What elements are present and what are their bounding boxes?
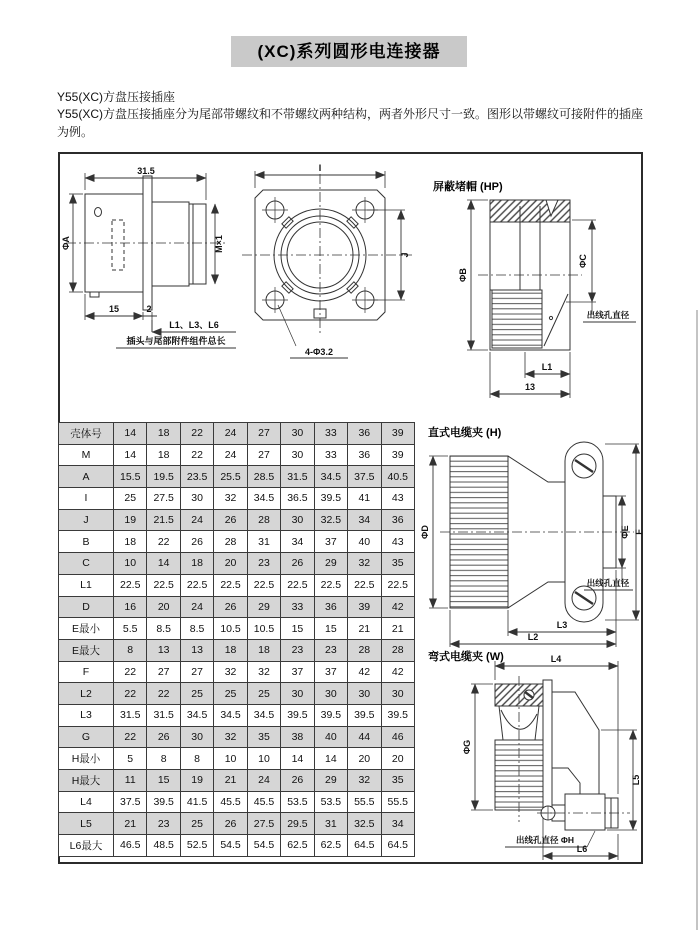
table-cell: 37 <box>281 661 314 683</box>
table-cell: 15.5 <box>114 466 147 488</box>
table-cell: 32.5 <box>314 509 347 531</box>
table-cell: 36 <box>348 444 381 466</box>
table-cell: 18 <box>214 639 247 661</box>
row-label: M <box>59 444 114 466</box>
row-label: F <box>59 661 114 683</box>
dimension-table <box>58 422 415 857</box>
straight-clamp-drawing <box>420 436 645 648</box>
side-view-outline <box>66 176 228 310</box>
table-cell: 21 <box>214 770 247 792</box>
table-row <box>59 748 415 770</box>
table-cell: 34 <box>348 509 381 531</box>
front-view-outline <box>242 174 412 334</box>
table-row <box>59 553 415 575</box>
table-cell: 26 <box>214 596 247 618</box>
table-cell: 41.5 <box>180 791 213 813</box>
table-cell: 28 <box>247 509 280 531</box>
table-cell: 20 <box>381 748 415 770</box>
dimension-table-body <box>59 423 415 857</box>
table-row <box>59 596 415 618</box>
dim-label-f: F <box>634 529 644 535</box>
table-cell: 38 <box>281 726 314 748</box>
table-cell: 44 <box>348 726 381 748</box>
dim-label-phi-a: ΦA <box>61 236 71 250</box>
table-cell: 15 <box>314 618 347 640</box>
table-cell: 25 <box>180 683 213 705</box>
dim-label-i: I <box>318 163 322 173</box>
table-cell: 25 <box>180 813 213 835</box>
table-cell: 30 <box>314 683 347 705</box>
row-label: H最小 <box>59 748 114 770</box>
row-label: B <box>59 531 114 553</box>
table-cell: 42 <box>381 661 415 683</box>
table-cell: 22 <box>114 661 147 683</box>
table-row <box>59 661 415 683</box>
product-description: Y55(XC)方盘压接插座分为尾部带螺纹和不带螺纹两种结构，两者外形尺寸一致。图形以带螺纹可接附件的插座为例。 <box>57 107 644 139</box>
row-label: G <box>59 726 114 748</box>
table-cell: 22 <box>114 726 147 748</box>
table-cell: 22.5 <box>314 574 347 596</box>
table-cell: 40 <box>348 531 381 553</box>
table-cell: 64.5 <box>348 835 381 857</box>
table-cell: 25.5 <box>214 466 247 488</box>
table-cell: 22.5 <box>147 574 180 596</box>
table-cell: 43 <box>381 531 415 553</box>
table-cell: 19 <box>114 509 147 531</box>
table-cell: 22 <box>114 683 147 705</box>
dim-label-15: 15 <box>108 304 120 314</box>
dim-label-13: 13 <box>524 382 536 392</box>
note-total-length-label: 插头与尾部附件组件总长 <box>126 336 226 346</box>
table-cell: 8 <box>114 639 147 661</box>
angle-clamp-label: 弯式电缆夹 (W) <box>428 651 504 663</box>
table-cell: 10 <box>247 748 280 770</box>
table-cell: 33 <box>314 444 347 466</box>
table-cell: 28.5 <box>247 466 280 488</box>
table-cell: 21 <box>114 813 147 835</box>
table-cell: 34.5 <box>247 704 280 726</box>
table-cell: 22.5 <box>114 574 147 596</box>
table-cell: 10 <box>214 748 247 770</box>
table-cell: 30 <box>281 683 314 705</box>
table-cell: 24 <box>180 509 213 531</box>
table-cell: 20 <box>214 553 247 575</box>
table-row <box>59 488 415 510</box>
table-cell: 30 <box>281 444 314 466</box>
table-row <box>59 618 415 640</box>
table-cell: 26 <box>281 770 314 792</box>
dim-label-l4: L4 <box>550 654 562 664</box>
table-cell: 42 <box>381 596 415 618</box>
table-cell: 55.5 <box>381 791 415 813</box>
table-cell: 14 <box>114 423 147 445</box>
note-dims-label: L1、L3、L6 <box>169 320 219 330</box>
table-cell: 23.5 <box>180 466 213 488</box>
table-cell: 14 <box>114 444 147 466</box>
row-label: H最大 <box>59 770 114 792</box>
table-cell: 26 <box>147 726 180 748</box>
table-cell: 37 <box>314 531 347 553</box>
table-cell: 53.5 <box>281 791 314 813</box>
table-cell: 34.5 <box>214 704 247 726</box>
table-cell: 29 <box>314 770 347 792</box>
table-cell: 10.5 <box>214 618 247 640</box>
table-cell: 39.5 <box>348 704 381 726</box>
table-cell: 34 <box>381 813 415 835</box>
table-cell: 5 <box>114 748 147 770</box>
table-cell: 22 <box>147 531 180 553</box>
table-cell: 46 <box>381 726 415 748</box>
shield-cap-drawing <box>430 190 645 405</box>
shield-cap-outline <box>478 200 582 350</box>
table-cell: 8 <box>180 748 213 770</box>
product-subtitle: Y55(XC)方盘压接插座 <box>57 90 176 104</box>
table-cell: 19.5 <box>147 466 180 488</box>
table-row <box>59 531 415 553</box>
table-cell: 31.5 <box>147 704 180 726</box>
table-cell: 30 <box>180 488 213 510</box>
table-cell: 18 <box>114 531 147 553</box>
table-cell: 29.5 <box>281 813 314 835</box>
table-row <box>59 444 415 466</box>
table-cell: 31.5 <box>114 704 147 726</box>
table-row <box>59 574 415 596</box>
table-cell: 14 <box>147 553 180 575</box>
dim-label-l6: L6 <box>576 844 588 854</box>
table-row <box>59 813 415 835</box>
table-cell: 25 <box>214 683 247 705</box>
table-cell: 8.5 <box>180 618 213 640</box>
page-title: (XC)系列圆形电连接器 <box>231 36 467 67</box>
table-cell: 22 <box>180 423 213 445</box>
table-cell: 33 <box>281 596 314 618</box>
table-cell: 27.5 <box>247 813 280 835</box>
table-cell: 54.5 <box>214 835 247 857</box>
table-cell: 19 <box>180 770 213 792</box>
row-label: L3 <box>59 704 114 726</box>
table-cell: 34.5 <box>247 488 280 510</box>
table-cell: 20 <box>348 748 381 770</box>
table-cell: 62.5 <box>314 835 347 857</box>
table-cell: 27 <box>247 423 280 445</box>
front-view-drawing <box>240 162 415 367</box>
row-label: L4 <box>59 791 114 813</box>
table-cell: 48.5 <box>147 835 180 857</box>
table-cell: 34 <box>281 531 314 553</box>
table-cell: 13 <box>180 639 213 661</box>
table-cell: 27 <box>147 661 180 683</box>
table-cell: 15 <box>147 770 180 792</box>
table-cell: 22 <box>147 683 180 705</box>
row-label: 壳体号 <box>59 423 114 445</box>
table-cell: 32 <box>214 726 247 748</box>
scan-edge-shadow <box>696 310 698 930</box>
table-cell: 23 <box>281 639 314 661</box>
dim-label-phi-g: ΦG <box>462 739 472 755</box>
table-cell: 45.5 <box>247 791 280 813</box>
table-cell: 36 <box>381 509 415 531</box>
dim-label-phi-b: ΦB <box>458 268 468 282</box>
table-cell: 27 <box>247 444 280 466</box>
angle-clamp-outline <box>495 676 630 830</box>
table-row <box>59 683 415 705</box>
dim-label-phi-c: ΦC <box>578 254 588 268</box>
side-view-dimensions <box>61 166 236 348</box>
outlet-note-label: 出线孔直径 ΦH <box>516 835 574 845</box>
table-cell: 26 <box>180 531 213 553</box>
table-cell: 26 <box>281 553 314 575</box>
table-cell: 35 <box>381 553 415 575</box>
table-cell: 22 <box>180 444 213 466</box>
row-label: A <box>59 466 114 488</box>
table-cell: 32 <box>348 553 381 575</box>
table-cell: 31 <box>247 531 280 553</box>
dim-label-l1: L1 <box>541 362 553 372</box>
dim-label-thread: M×1 <box>214 235 224 253</box>
table-cell: 39 <box>381 444 415 466</box>
angle-clamp-drawing <box>425 652 655 864</box>
table-cell: 5.5 <box>114 618 147 640</box>
table-cell: 18 <box>180 553 213 575</box>
table-cell: 24 <box>214 444 247 466</box>
table-cell: 25 <box>114 488 147 510</box>
table-row <box>59 704 415 726</box>
table-cell: 22.5 <box>348 574 381 596</box>
table-cell: 37.5 <box>114 791 147 813</box>
table-cell: 40.5 <box>381 466 415 488</box>
outlet-note-label: 出线孔直径 <box>586 310 630 320</box>
table-cell: 55.5 <box>348 791 381 813</box>
table-row <box>59 509 415 531</box>
row-label: E最大 <box>59 639 114 661</box>
table-row <box>59 466 415 488</box>
row-label: C <box>59 553 114 575</box>
table-row <box>59 726 415 748</box>
table-cell: 13 <box>147 639 180 661</box>
dim-label-phi-e: ΦE <box>620 525 630 539</box>
table-cell: 24 <box>214 423 247 445</box>
table-cell: 46.5 <box>114 835 147 857</box>
table-cell: 30 <box>348 683 381 705</box>
table-cell: 18 <box>247 639 280 661</box>
table-cell: 23 <box>147 813 180 835</box>
table-cell: 53.5 <box>314 791 347 813</box>
table-row <box>59 770 415 792</box>
table-cell: 32 <box>214 488 247 510</box>
outlet-note-label: 出线孔直径 <box>586 578 630 588</box>
table-cell: 39.5 <box>381 704 415 726</box>
table-cell: 41 <box>348 488 381 510</box>
table-cell: 32 <box>214 661 247 683</box>
table-cell: 36.5 <box>281 488 314 510</box>
table-cell: 10 <box>114 553 147 575</box>
table-cell: 23 <box>314 639 347 661</box>
dim-label-l3: L3 <box>556 620 568 630</box>
table-cell: 27.5 <box>147 488 180 510</box>
table-cell: 32.5 <box>348 813 381 835</box>
table-cell: 39.5 <box>147 791 180 813</box>
table-cell: 52.5 <box>180 835 213 857</box>
table-cell: 28 <box>381 639 415 661</box>
table-cell: 24 <box>180 596 213 618</box>
table-cell: 54.5 <box>247 835 280 857</box>
table-cell: 32 <box>348 770 381 792</box>
row-label: L6最大 <box>59 835 114 857</box>
dim-label-phi-d: ΦD <box>420 525 430 539</box>
table-cell: 32 <box>247 661 280 683</box>
table-cell: 30 <box>281 423 314 445</box>
table-cell: 26 <box>214 813 247 835</box>
row-label: L2 <box>59 683 114 705</box>
straight-clamp-label: 直式电缆夹 (H) <box>428 427 502 439</box>
table-cell: 36 <box>314 596 347 618</box>
table-cell: 30 <box>180 726 213 748</box>
table-cell: 31.5 <box>281 466 314 488</box>
row-label: I <box>59 488 114 510</box>
table-cell: 30 <box>281 509 314 531</box>
table-cell: 21.5 <box>147 509 180 531</box>
table-cell: 31 <box>314 813 347 835</box>
table-row <box>59 639 415 661</box>
table-cell: 43 <box>381 488 415 510</box>
table-cell: 36 <box>348 423 381 445</box>
dim-label-j: J <box>400 252 410 258</box>
table-cell: 22.5 <box>381 574 415 596</box>
table-cell: 22.5 <box>281 574 314 596</box>
table-cell: 11 <box>114 770 147 792</box>
table-cell: 30 <box>381 683 415 705</box>
table-cell: 14 <box>314 748 347 770</box>
table-cell: 23 <box>247 553 280 575</box>
table-cell: 37.5 <box>348 466 381 488</box>
table-cell: 39 <box>348 596 381 618</box>
row-label: D <box>59 596 114 618</box>
table-cell: 64.5 <box>381 835 415 857</box>
table-cell: 35 <box>381 770 415 792</box>
table-cell: 15 <box>281 618 314 640</box>
dim-label-2: 2 <box>146 304 152 314</box>
shield-cap-dimensions <box>458 200 636 398</box>
table-row <box>59 423 415 445</box>
table-cell: 39 <box>381 423 415 445</box>
table-cell: 39.5 <box>281 704 314 726</box>
table-cell: 25 <box>247 683 280 705</box>
table-row <box>59 835 415 857</box>
table-cell: 20 <box>147 596 180 618</box>
table-cell: 29 <box>314 553 347 575</box>
side-view-drawing <box>58 162 243 367</box>
table-cell: 18 <box>147 423 180 445</box>
table-cell: 8 <box>147 748 180 770</box>
table-cell: 62.5 <box>281 835 314 857</box>
table-cell: 35 <box>247 726 280 748</box>
table-cell: 37 <box>314 661 347 683</box>
table-cell: 45.5 <box>214 791 247 813</box>
table-cell: 27 <box>180 661 213 683</box>
holes-note-label: 4-Φ3.2 <box>305 347 333 357</box>
table-cell: 34.5 <box>314 466 347 488</box>
table-cell: 28 <box>348 639 381 661</box>
row-label: L1 <box>59 574 114 596</box>
table-cell: 22.5 <box>247 574 280 596</box>
straight-clamp-outline <box>440 442 634 622</box>
row-label: J <box>59 509 114 531</box>
table-cell: 28 <box>214 531 247 553</box>
table-cell: 40 <box>314 726 347 748</box>
table-cell: 33 <box>314 423 347 445</box>
table-cell: 8.5 <box>147 618 180 640</box>
row-label: L5 <box>59 813 114 835</box>
table-row <box>59 791 415 813</box>
table-cell: 34.5 <box>180 704 213 726</box>
table-cell: 39.5 <box>314 488 347 510</box>
table-cell: 21 <box>381 618 415 640</box>
table-cell: 26 <box>214 509 247 531</box>
table-cell: 29 <box>247 596 280 618</box>
table-cell: 21 <box>348 618 381 640</box>
table-cell: 22.5 <box>180 574 213 596</box>
shield-cap-label: 屏蔽堵帽 (HP) <box>433 181 503 193</box>
table-cell: 42 <box>348 661 381 683</box>
table-cell: 14 <box>281 748 314 770</box>
table-cell: 18 <box>147 444 180 466</box>
front-view-dimensions <box>255 163 410 358</box>
table-cell: 22.5 <box>214 574 247 596</box>
dim-label-l5: L5 <box>631 774 641 786</box>
dim-label-31-5: 31.5 <box>137 166 155 176</box>
table-cell: 39.5 <box>314 704 347 726</box>
table-cell: 16 <box>114 596 147 618</box>
dim-label-l2: L2 <box>527 632 539 642</box>
row-label: E最小 <box>59 618 114 640</box>
table-cell: 24 <box>247 770 280 792</box>
table-cell: 10.5 <box>247 618 280 640</box>
